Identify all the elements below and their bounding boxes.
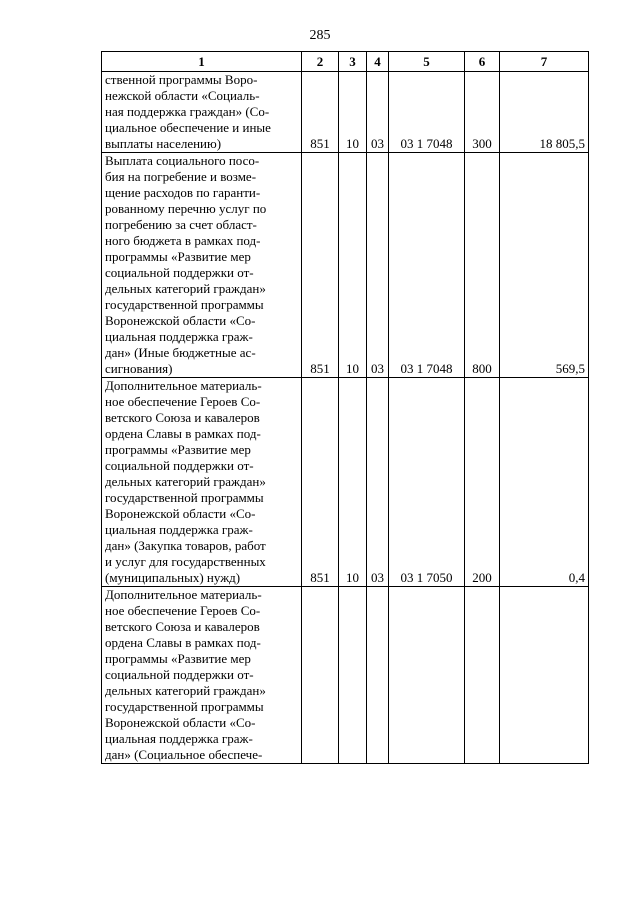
table-row — [102, 587, 589, 764]
cell-section — [339, 587, 367, 764]
col-header-2: 2 — [302, 52, 339, 72]
cell-expense-type — [465, 587, 500, 764]
table-row — [102, 378, 589, 587]
table-row — [102, 153, 589, 378]
cell-target-article — [389, 587, 465, 764]
row-description: Дополнительное материаль- ное обеспечение Героев Со- ветского Союза и кавалеров ордена Славы в рамках под- программы «Развитие мер социальной поддержки от- дельных категорий граждан» государственной программы Воронежской области «Со- циальная поддержка граж- дан» (Социальное обеспече- — [102, 587, 302, 764]
cell-expense-type: 200 — [465, 378, 500, 587]
page-number: 285 — [309, 28, 331, 43]
cell-expense-type: 800 — [465, 153, 500, 378]
cell-amount: 569,5 — [500, 153, 589, 378]
cell-ministry-code: 851 — [302, 72, 339, 153]
cell-section: 10 — [339, 72, 367, 153]
row-description: Выплата социального посо- бия на погребение и возме- щение расходов по гаранти- рованному перечню услуг по погребению за счет област- ного бюджета в рамках под- программы «Развитие мер социальной поддержки от- дельных категорий граждан» государственной программы Воронежской области «Со- циальная поддержка граж- дан» (Иные бюджетные ас- сигнования) — [102, 153, 302, 378]
header-row — [102, 52, 589, 72]
row-description: ственной программы Воро- нежской области «Социаль- ная поддержка граждан» (Со- циальное обеспечение и иные выплаты населению) — [102, 72, 302, 153]
cell-section: 10 — [339, 378, 367, 587]
cell-subsection: 03 — [367, 153, 389, 378]
budget-table — [101, 51, 589, 764]
col-header-1: 1 — [102, 52, 302, 72]
cell-ministry-code — [302, 587, 339, 764]
col-header-5: 5 — [389, 52, 465, 72]
col-header-7: 7 — [500, 52, 589, 72]
cell-subsection: 03 — [367, 72, 389, 153]
cell-section: 10 — [339, 153, 367, 378]
cell-ministry-code: 851 — [302, 153, 339, 378]
cell-subsection — [367, 587, 389, 764]
cell-expense-type: 300 — [465, 72, 500, 153]
table-row — [102, 72, 589, 153]
row-description: Дополнительное материаль- ное обеспечение Героев Со- ветского Союза и кавалеров ордена Славы в рамках под- программы «Развитие мер социальной поддержки от- дельных категорий граждан» государственной программы Воронежской области «Со- циальная поддержка граж- дан» (Закупка товаров, работ и услуг для государственных (муниципальных) нужд) — [102, 378, 302, 587]
cell-amount: 0,4 — [500, 378, 589, 587]
cell-target-article: 03 1 7048 — [389, 153, 465, 378]
cell-amount: 18 805,5 — [500, 72, 589, 153]
cell-ministry-code: 851 — [302, 378, 339, 587]
col-header-6: 6 — [465, 52, 500, 72]
cell-target-article: 03 1 7050 — [389, 378, 465, 587]
cell-target-article: 03 1 7048 — [389, 72, 465, 153]
col-header-4: 4 — [367, 52, 389, 72]
cell-amount — [500, 587, 589, 764]
cell-subsection: 03 — [367, 378, 389, 587]
col-header-3: 3 — [339, 52, 367, 72]
